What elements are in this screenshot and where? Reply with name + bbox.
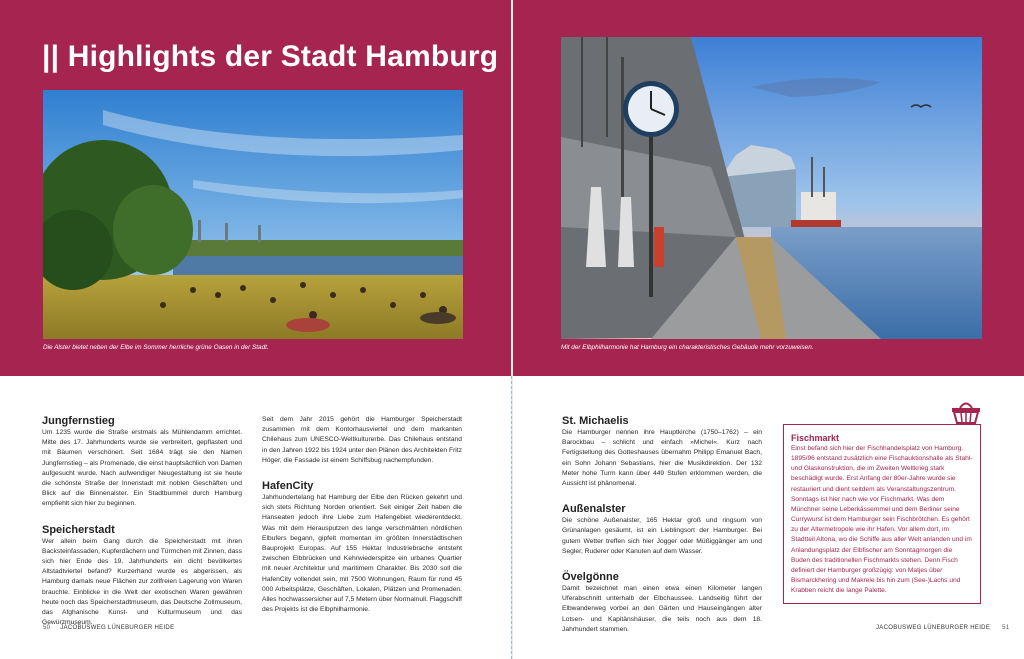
fold-guide-line — [511, 376, 512, 659]
elbphilharmonie-harbour-photo — [561, 37, 982, 339]
fischmarkt-heading: Fischmarkt — [791, 433, 840, 443]
speicherstadt-continued-text: Seit dem Jahr 2015 gehört die Hamburger Speicherstadt zusammen mit dem Kontorhausviertel und dem markanten Chilehaus zum UNESCO-Weltkulturerbe. Das Chilehaus entstand in den Jahren 1922 bis 1924 unter den Plänen des Architekten Fritz Höger, die Fassade ist einem Schiffsbug nachempfunden. — [262, 416, 462, 464]
jungfernstieg-text: Um 1235 wurde die Straße erstmals als Mühlendamm errichtet. Mitte des 17. Jahrhunderts wurde sie verbreitert, gepflastert und mit Bäumen verschönert. Seit 1684 trägt sie den Namen Jungfernstieg – als Promenade, die einst hauptsächlich von Damen aufgesucht wurde. Nach aufwendiger Neugestaltung ist sie heute die schönste Straße der Innenstadt mit noblen Geschäften und Blick auf die Binnenalster. Ein Stadtbummel durch Hamburg empfiehlt sich hier zu beginnen. — [42, 429, 243, 508]
left-page-number: 50 — [43, 625, 51, 631]
left-photo-caption: Die Alster bietet neben der Elbe im Sommer herrliche grüne Oasen in der Stadt. — [43, 344, 269, 351]
fischmarkt-info-box — [783, 424, 981, 604]
michaelis-text: Die Hamburger nennen ihre Hauptkirche (1750–1762) – ein Barockbau – schlicht und einfach »Michel«. Kurz nach Fertigstellung des Gotteshauses übernahm Philipp Emanuel Bach, ein Sohn Johann Sebastians, hier die Musikdirektion. Der 132 Meter hohe Turm kann über 449 Stufen erklommen werden, die Aussicht ist phänomenal. — [562, 429, 762, 488]
column-2 — [262, 415, 462, 629]
oevelgoenne-heading: Övelgönne — [562, 571, 619, 584]
oevelgoenne-text: Damit bezeichnet man einen etwa einen Kilometer langen Uferabschnitt unterhalb der Elbchaussee. Landseitig führt der Elbwanderweg vorbei an den Gärten und Hauseingängen alter Lotsen- und Kapitänshäuser, die teils noch aus dem 18. Jahrhundert stammen. — [562, 585, 762, 633]
column-1 — [42, 415, 242, 642]
right-page-number: 51 — [1002, 625, 1010, 631]
left-running-title: JACOBUSWEG LÜNEBURGER HEIDE — [60, 625, 175, 631]
fischmarkt-text: Einst befand sich hier der Fischhandelsplatz von Hamburg. 1895/96 entstand zusätzlich eine Fischauktionshalle als Stahl- und Glaskonstruktion, die im Zweiten Weltkrieg stark beschädigt wurde. Erst Anfang der 80er-Jahre wurde sie restauriert und dient seitdem als Veranstaltungszentrum. Sonntags ist hier nach wie vor Fischmarkt. Was dem Münchner seine Leberkässemmel und dem Berliner seine Currywurst ist dem Hamburger sein Fischbrötchen. Es gehört zu der Altermetropole wie ihr Hafen. Vor allem dort, im Stadtteil Altona, wo die Schiffe aus aller Welt anlanden und im Anlandungsplatz der Elbfischer am Sonntagmorgen die Buden des traditionellen Fischmarkts stehen. Denn Fisch definiert der Hamburger großzügig: von Matjes über Bismarckhering und Makrele bis hin zum (See-)Lachs und Krabben reicht die lange Palette. — [791, 445, 973, 595]
alster-park-photo — [43, 90, 463, 339]
hafencity-text: Jahrhundertelang hat Hamburg der Elbe den Rücken gekehrt und sich stets Richtung Norden orientiert. Seit einiger Zeit haben die Hanseaten jedoch ihre Liebe zum Hafengebiet wiederentdeckt. Was mit dem Herausputzen des lange verschmähten nördlichen Elbufers begann, gipfelt momentan im größten Innerstädtischen Bauprojekt Europas. Auf 155 Hektar Industriebrache entsteht zwischen Elbbrücken und Kehrwiederspitze ein urbanes Quartier mit neuer Architektur und maritimem Charakter. Bis 2030 soll die HafenCity vollendet sein, mit 7500 Wohnungen, Raum für rund 45 000 Arbeitsplätze, Geschäften, Lokalen, Plätzen und Promenaden. Alles hochwassersicher auf 7,5 Metern über Normalnull. Flaggschiff des Projekts ist die Elbphilharmonie. — [262, 494, 462, 614]
left-page-footer — [43, 625, 174, 631]
right-running-title: JACOBUSWEG LÜNEBURGER HEIDE — [876, 625, 991, 631]
speicherstadt-text: Wer allein beim Gang durch die Speicherstadt mit ihren Backsteinfassaden, Kupferdächern und Türmchen mit Zinnen, dass sich hier Ende des 19. Jahrhunderts ein dicht bevölkertes Altstadtviertel befand? Kurzerhand wurde es abgerissen, als Hamburg damals neue Flächen zur zollfreien Lagerung von Waren brauchte. Einblicke in die Welt der exotischen Waren gewähren heute noch das Speicherstadtmuseum, das Deutsche Zollmuseum, das Afghanische Kunst- und Kulturmuseum und das Gewürzmuseum. — [42, 537, 242, 627]
right-photo-caption: Mit der Elbphilharmonie hat Hamburg ein charakteristisches Gebäude mehr vorzuweisen. — [561, 344, 814, 351]
jungfernstieg-heading: Jungfernstieg — [42, 415, 115, 427]
right-page-footer — [876, 625, 1009, 631]
aussenalster-text: Die schöne Außenalster, 165 Hektar groß und ringsum von Grünanlagen gesäumt, ist ein Lieblingsort der Hamburger. Bei gutem Wetter treffen sich hier Jogger oder Müßiggänger am und Segler, Ruderer oder Kanuten auf dem Wasser. — [562, 517, 762, 555]
speicherstadt-heading: Speicherstadt — [42, 523, 115, 536]
page-title: || Highlights der Stadt Hamburg — [42, 40, 499, 73]
hafencity-heading: HafenCity — [262, 480, 314, 493]
column-3 — [562, 415, 762, 649]
michaelis-heading: St. Michaelis — [562, 415, 629, 427]
basket-icon — [951, 398, 981, 424]
aussenalster-heading: Außenalster — [562, 503, 626, 516]
